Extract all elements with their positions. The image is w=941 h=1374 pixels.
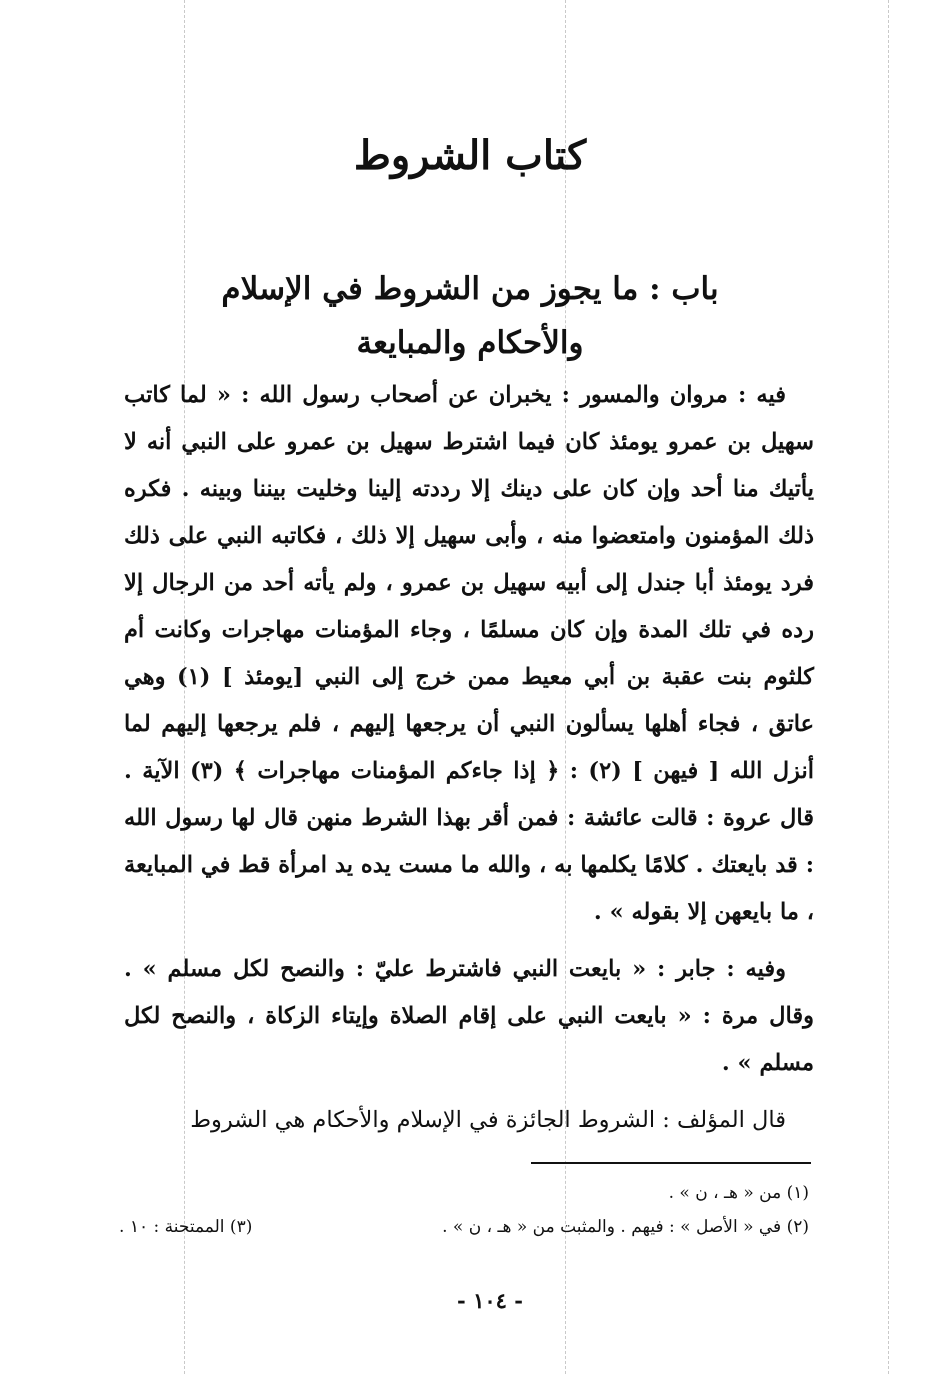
footnote-row [119,1210,809,1244]
footnote-divider [531,1162,811,1164]
footnote-2: (٢) في « الأصل » : فيهم . والمثبت من « هـ ، ن » . [442,1217,809,1237]
book-title: كتاب الشروط [353,132,587,179]
chapter-title-line-2: والأحكام والمبايعة [356,325,584,361]
scan-guide-line [888,0,889,1374]
body-text [124,372,814,1144]
chapter-title [120,262,820,370]
footnotes [119,1176,809,1244]
chapter-title-line-1: باب : ما يجوز من الشروط في الإسلام [221,271,719,307]
paragraph-hadith-jabir: وفيه : جابر : « بايعت النبي فاشترط عليّ : والنصح لكل مسلم » . وقال مرة : « بايعت النبي على إقام الصلاة وإيتاء الزكاة ، والنصح لكل مسلم » . [124,956,814,1076]
page-number: - ١٠٤ - [457,1288,523,1313]
paragraph-hadith-marwan: فيه : مروان والمسور : يخبران عن أصحاب رسول الله : « لما كاتب سهيل بن عمرو يومئذ كان فيما اشترط سهيل بن عمرو على النبي أنه لا يأتيك منا أحد وإن كان على دينك إلا رددته إلينا وخليت بيننا وبينه . فكره ذلك المؤمنون وامتعضوا منه ، وأبى سهيل إلا ذلك ، فكاتبه النبي على ذلك فرد يومئذ أبا جندل إلى أبيه سهيل بن عمرو ، ولم يأته أحد من الرجال إلا رده في تلك المدة وإن كان مسلمًا ، وجاء المؤمنات مهاجرات وكانت أم كلثوم بنت عقبة بن أبي معيط ممن خرج إلى النبي [يومئذ ] (١) وهي عاتق ، فجاء أهلها يسألون النبي أن يرجعها إليهم ، فلم يرجعها إليهم لما أنزل الله [ فيهن ] (٢) : ﴿ إذا جاءكم المؤمنات مهاجرات ﴾ (٣) الآية . قال عروة : قالت عائشة : فمن أقر بهذا الشرط منهن قال لها رسول الله : قد بايعتك . كلامًا يكلمها به ، والله ما مست يده يد امرأة قط في المبايعة ، ما بايعهن إلا بقوله » . [124,382,815,925]
paragraph-author-comment: قال المؤلف : الشروط الجائزة في الإسلام والأحكام هي الشروط [190,1107,786,1133]
footnote-3: (٣) الممتحنة : ١٠ . [119,1217,253,1237]
footnote-1: (١) من « هـ ، ن » . [668,1183,809,1203]
